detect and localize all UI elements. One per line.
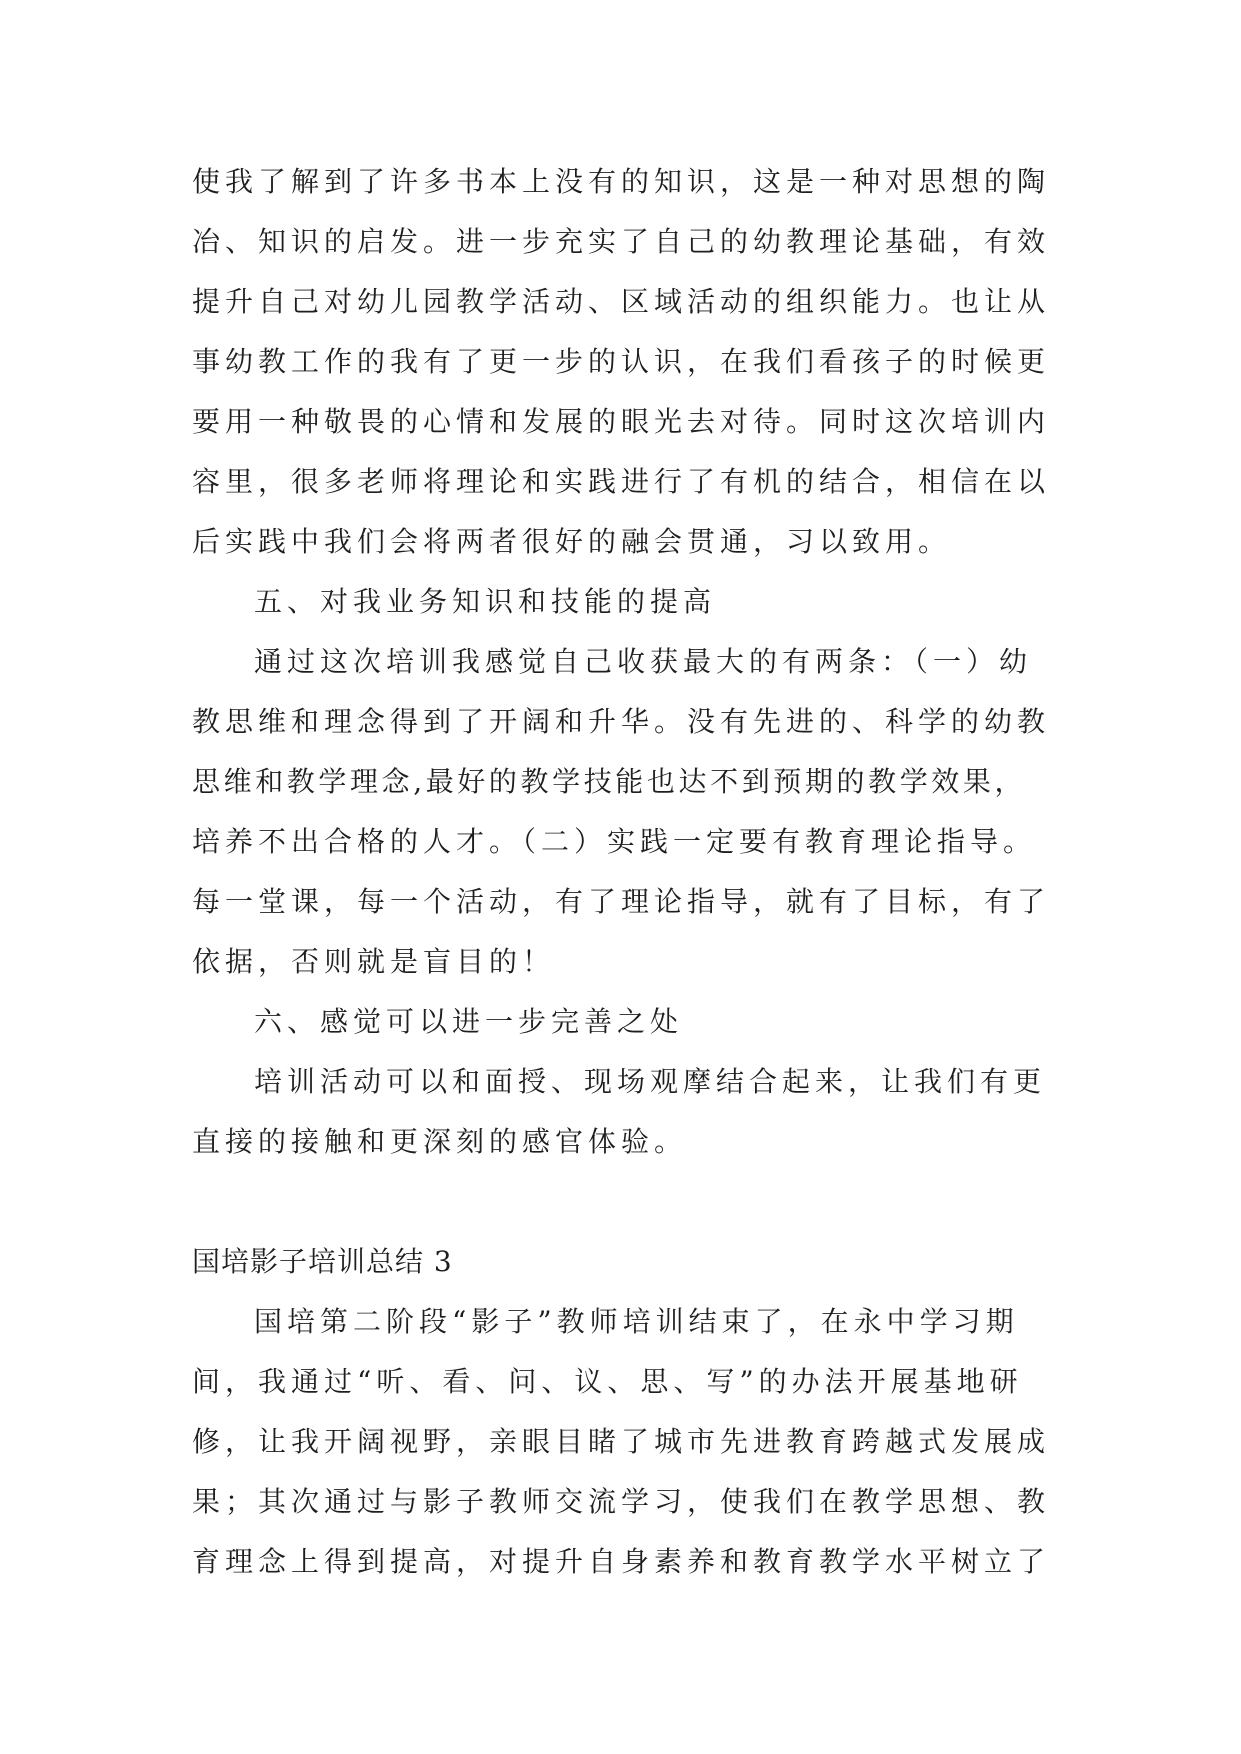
article-title: 国培影子培训总结 3 bbox=[192, 1245, 453, 1278]
text-line: 直接的接触和更深刻的感官体验。 bbox=[192, 1125, 688, 1158]
text-line: 依据，否则就是盲目的！ bbox=[192, 945, 556, 978]
paragraph-improvement bbox=[192, 1052, 1054, 1172]
text-line: 培养不出合格的人才。（二）实践一定要有教育理论指导。 bbox=[192, 825, 1037, 858]
text-line: 通过这次培训我感觉自己收获最大的有两条：（一）幼 bbox=[254, 645, 1033, 678]
text-line: 提升自己对幼儿园教学活动、区域活动的组织能力。也让从 bbox=[192, 285, 1051, 318]
text-line: 思维和教学理念,最好的教学技能也达不到预期的教学效果， bbox=[192, 765, 1027, 798]
text-line: 冶、知识的启发。进一步充实了自己的幼教理论基础，有效 bbox=[192, 225, 1051, 258]
text-line: 使我了解到了许多书本上没有的知识，这是一种对思想的陶 bbox=[192, 165, 1051, 198]
text-line: 修，让我开阔视野，亲眼目睹了城市先进教育跨越式发展成 bbox=[192, 1425, 1051, 1458]
text-line: 每一堂课，每一个活动，有了理论指导，就有了目标，有了 bbox=[192, 885, 1051, 918]
text-line: 容里，很多老师将理论和实践进行了有机的结合，相信在以 bbox=[192, 465, 1051, 498]
text-line: 育理念上得到提高，对提升自身素养和教育教学水平树立了 bbox=[192, 1545, 1051, 1578]
text-line: 培训活动可以和面授、现场观摩结合起来，让我们有更 bbox=[254, 1065, 1047, 1098]
text-line: 国培第二阶段“影子”教师培训结束了，在永中学习期 bbox=[254, 1305, 1019, 1338]
text-line: 事幼教工作的我有了更一步的认识，在我们看孩子的时候更 bbox=[192, 345, 1051, 378]
text-line: 间，我通过“听、看、问、议、思、写”的办法开展基地研 bbox=[192, 1365, 1023, 1398]
text-line: 教思维和理念得到了开阔和升华。没有先进的、科学的幼教 bbox=[192, 705, 1051, 738]
text-line: 要用一种敬畏的心情和发展的眼光去对待。同时这次培训内 bbox=[192, 405, 1051, 438]
section-heading-5: 五、对我业务知识和技能的提高 bbox=[254, 585, 717, 618]
text-line: 果；其次通过与影子教师交流学习，使我们在教学思想、教 bbox=[192, 1485, 1051, 1518]
text-line: 后实践中我们会将两者很好的融会贯通，习以致用。 bbox=[192, 525, 952, 558]
paragraph-article-3 bbox=[192, 1292, 1054, 1592]
section-heading-6: 六、感觉可以进一步完善之处 bbox=[254, 1005, 684, 1038]
paragraph-gap bbox=[192, 1172, 1054, 1232]
document-page bbox=[192, 152, 1054, 1592]
paragraph-skills bbox=[192, 632, 1054, 992]
paragraph-continued bbox=[192, 152, 1054, 572]
